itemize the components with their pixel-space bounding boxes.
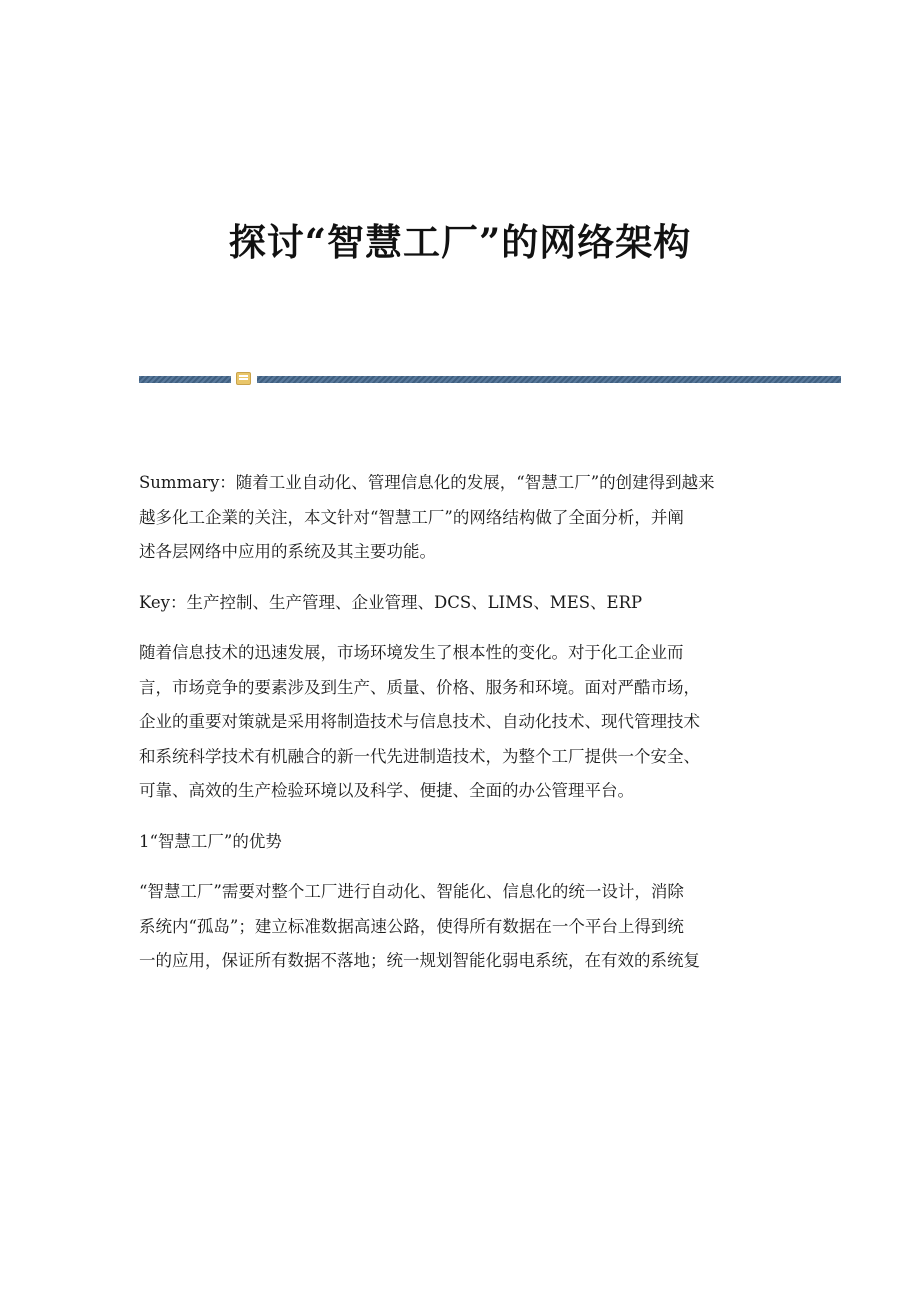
text-line: Key：生产控制、生产管理、企业管理、DCS、LIMS、MES、ERP xyxy=(139,592,643,612)
text-line: 随着信息技术的迅速发展，市场环境发生了根本性的变化。对于化工企业而 xyxy=(139,643,684,662)
text-line: 越多化工企業的关注，本文针对“智慧工厂”的网络结构做了全面分析，并阐 xyxy=(139,507,684,527)
section-heading xyxy=(139,825,789,860)
divider-bar-right xyxy=(257,376,841,383)
divider-bar-left xyxy=(139,376,231,383)
text-line: 1“智慧工厂”的优势 xyxy=(139,831,282,851)
advantages-paragraph xyxy=(139,875,789,979)
document-title: 探讨“智慧工厂”的网络架构 xyxy=(228,220,692,264)
summary-paragraph xyxy=(139,466,789,570)
text-line: 一的应用，保证所有数据不落地；统一规划智能化弱电系统，在有效的系统复 xyxy=(139,951,700,970)
text-line: 企业的重要对策就是采用将制造技术与信息技术、自动化技术、现代管理技术 xyxy=(139,712,700,731)
text-line: 和系统科学技术有机融合的新一代先进制造技术，为整个工厂提供一个安全、 xyxy=(139,746,700,766)
text-line: 系统内“孤岛”；建立标准数据高速公路，使得所有数据在一个平台上得到统 xyxy=(139,916,684,936)
intro-paragraph xyxy=(139,636,789,809)
text-line: Summary：随着工业自动化、管理信息化的发展，“智慧工厂”的创建得到越来 xyxy=(139,473,715,492)
envelope-icon xyxy=(236,372,251,385)
text-line: 言，市场竞争的要素涉及到生产、质量、价格、服务和环境。面对严酷市场， xyxy=(139,677,700,697)
document-body xyxy=(139,466,789,979)
text-line: 可靠、高效的生产检验环境以及科学、便捷、全面的办公管理平台。 xyxy=(139,781,634,800)
text-line: 述各层网络中应用的系统及其主要功能。 xyxy=(139,542,436,561)
text-line: “智慧工厂”需要对整个工厂进行自动化、智能化、信息化的统一设计，消除 xyxy=(139,882,684,901)
title-divider xyxy=(139,372,841,386)
keywords-paragraph xyxy=(139,586,789,621)
